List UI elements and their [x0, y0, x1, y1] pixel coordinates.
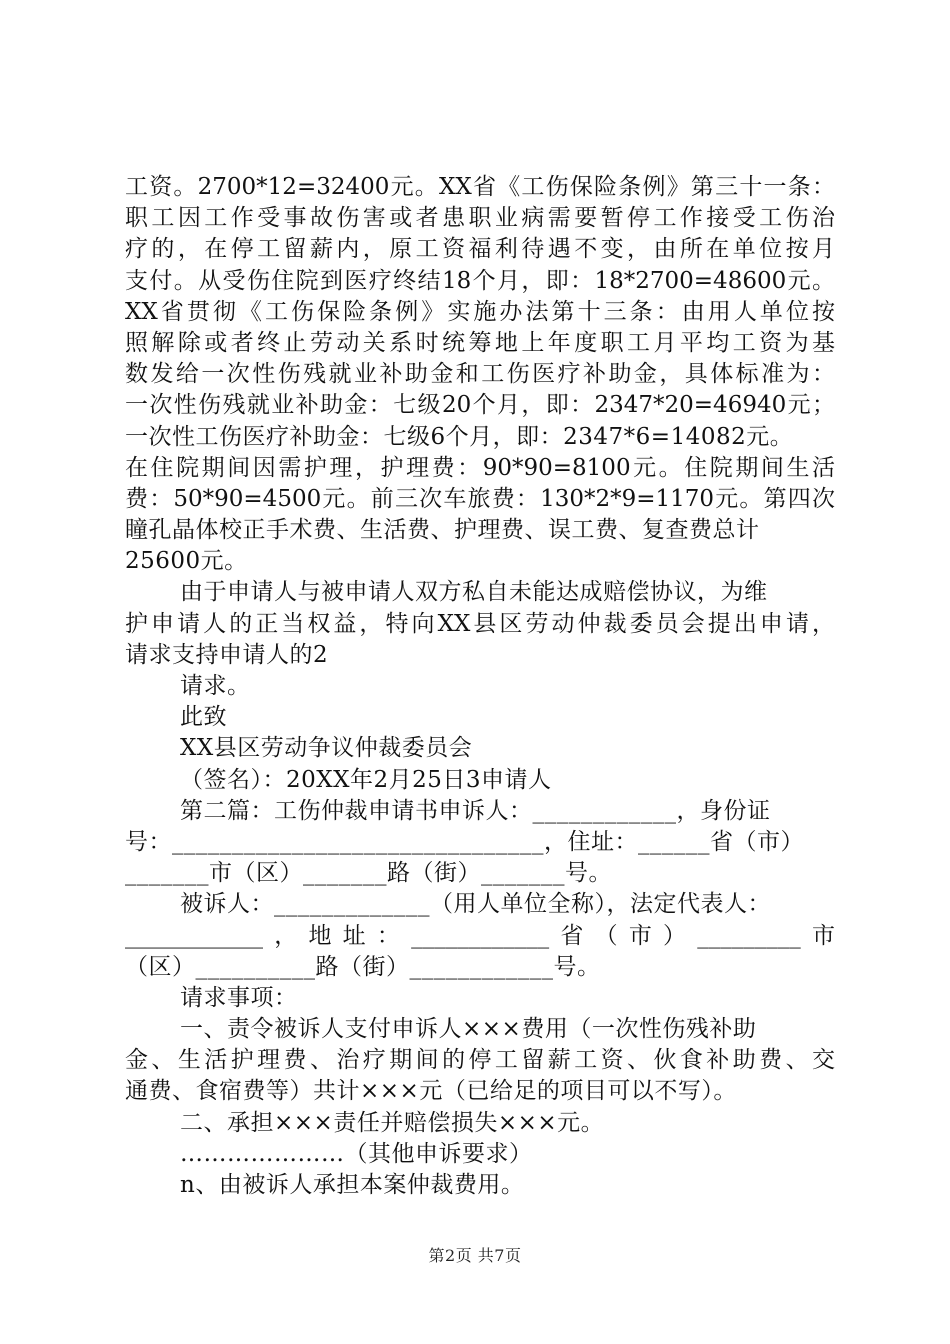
text-line: 请求事项：: [180, 984, 298, 1011]
text-line: 支付。从受伤住院到医疗终结18个月，即：18*2700=48600元。: [125, 267, 835, 294]
text-line: 疗的，在停工留薪内，原工资福利待遇不变，由所在单位按月: [125, 236, 835, 263]
text-line: 数发给一次性伤残就业补助金和工伤医疗补助金，具体标准为：: [125, 361, 835, 388]
text-line: 照解除或者终止劳动关系时统筹地上年度职工月平均工资为基: [125, 329, 835, 356]
text-line: 一、责令被诉人支付申诉人×××费用（一次性伤残补助: [180, 1016, 757, 1043]
document-body: [125, 172, 835, 1201]
text-line: （区）__________路（街）____________号。: [125, 953, 601, 980]
text-line: 二、承担×××责任并赔偿损失×××元。: [180, 1109, 605, 1136]
text-line: 费：50*90=4500元。前三次车旅费：130*2*9=1170元。第四次: [125, 485, 835, 512]
text-line: 瞳孔晶体校正手术费、生活费、护理费、误工费、复查费总计: [125, 517, 760, 544]
text-line: （签名）：20XX年2月25日3申请人: [180, 766, 552, 793]
text-line: 工资。2700*12=32400元。XX省《工伤保险条例》第三十一条：: [125, 174, 835, 200]
text-line: 金、生活护理费、治疗期间的停工留薪工资、伙食补助费、交: [125, 1047, 835, 1074]
page-number-footer: 第2页 共7页: [428, 1246, 522, 1265]
text-line: 在住院期间因需护理，护理费：90*90=8100元。住院期间生活: [125, 454, 835, 481]
text-line: 一次性伤残就业补助金：七级20个月，即：2347*20=46940元；: [125, 392, 835, 419]
text-line: 护申请人的正当权益，特向XX县区劳动仲裁委员会提出申请，: [125, 610, 835, 637]
text-line: 由于申请人与被申请人双方私自未能达成赔偿协议，为维: [180, 579, 768, 606]
text-line: n、由被诉人承担本案仲裁费用。: [180, 1172, 525, 1198]
text-line: XX县区劳动争议仲裁委员会: [180, 735, 473, 762]
text-line: 此致: [180, 704, 227, 731]
text-line: 25600元。: [125, 548, 248, 575]
text-line: 请求。: [180, 673, 251, 699]
text-line: _______市（区）_______路（街）_______号。: [125, 860, 612, 887]
text-line: 职工因工作受事故伤害或者患职业病需要暂停工作接受工伤治: [125, 205, 835, 232]
text-line: 第二篇：工伤仲裁申请书申诉人：____________，身份证: [180, 797, 771, 824]
text-line: 通费、食宿费等）共计×××元（已给足的项目可以不写）。: [125, 1078, 737, 1105]
text-line: 号：_______________________________，住址：______省（市）: [125, 828, 804, 855]
text-line: …………………（其他申诉要求）: [180, 1140, 533, 1167]
text-line: XX省贯彻《工伤保险条例》实施办法第十三条：由用人单位按: [125, 298, 835, 325]
text-line: 一次性工伤医疗补助金：七级6个月，即：2347*6=14082元。: [125, 423, 794, 450]
text-line: 请求支持申请人的2: [125, 641, 329, 668]
text-line: ____________，地址：____________省（市）_________市: [125, 922, 835, 949]
text-line: 被诉人：_____________（用人单位全称），法定代表人：: [180, 891, 771, 918]
